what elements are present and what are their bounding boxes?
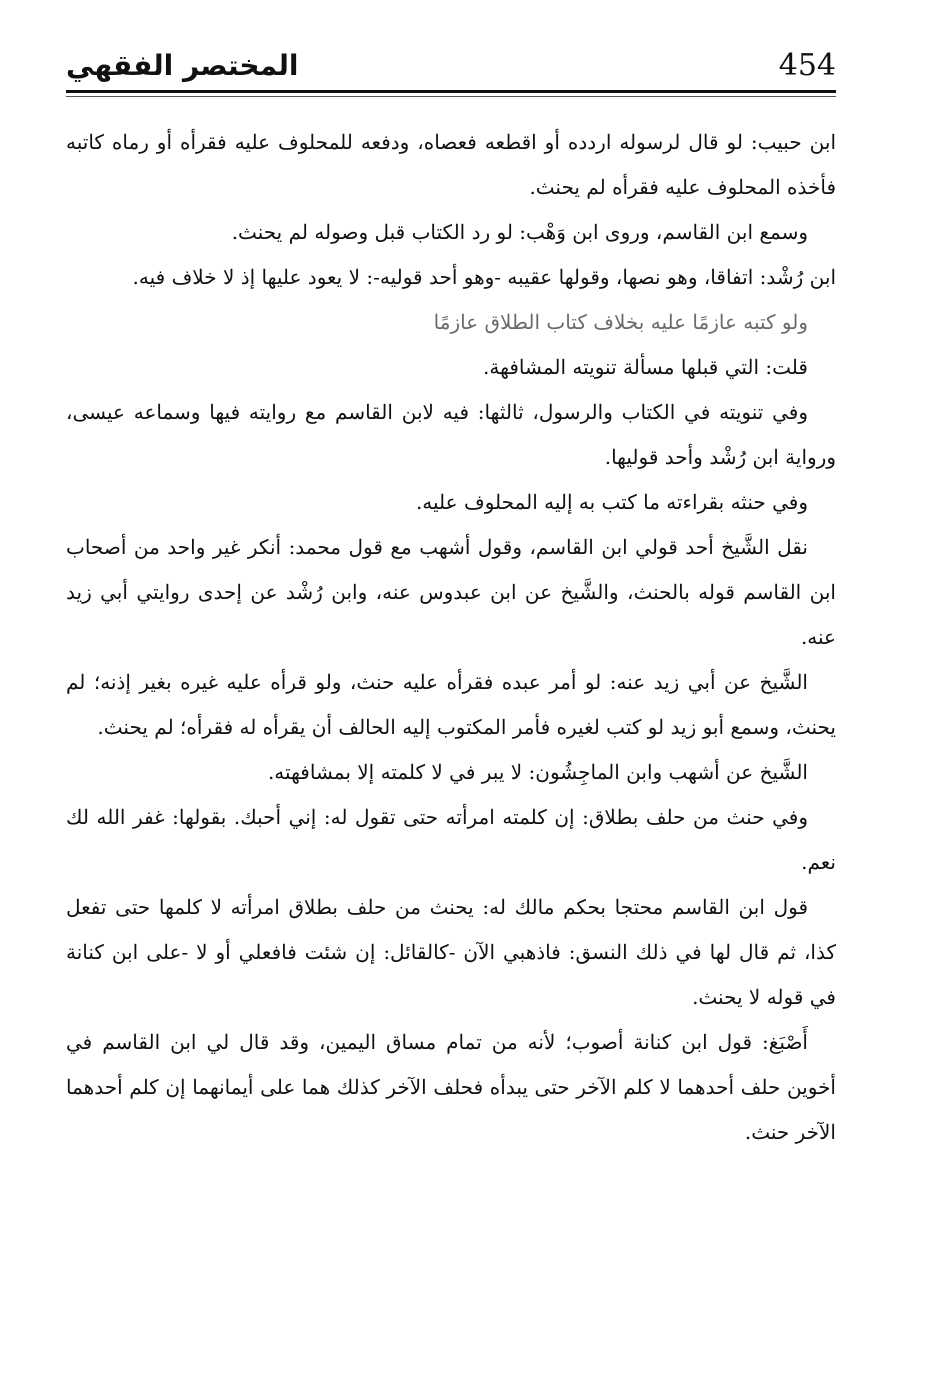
paragraph: قلت: التي قبلها مسألة تنويته المشافهة. (483, 355, 808, 379)
header-rule (66, 90, 836, 93)
paragraph: وسمع ابن القاسم، وروى ابن وَهْب: لو رد الكتاب قبل وصوله لم يحنث. (231, 220, 808, 244)
paragraph: ابن رُشْد: اتفاقا، وهو نصها، وقولها عقيبه -وهو أحد قوليه-: لا يعود عليها إذ لا خلاف فيه. (132, 265, 836, 289)
page-number: 454 (778, 48, 836, 83)
paragraph: ابن حبيب: لو قال لرسوله اردده أو اقطعه فعصاه، ودفعه للمحلوف عليه فقرأه أو رماه كاتبه فأخذه المحلوف عليه فقرأه لم يحنث. (66, 130, 836, 199)
page-header (66, 40, 836, 96)
paragraph: الشَّيخ عن أشهب وابن الماجِشُون: لا يبر في لا كلمته إلا بمشافهته. (267, 760, 808, 784)
body-text (66, 120, 836, 1155)
paragraph: ولو كتبه عازمًا عليه بخلاف كتاب الطلاق عازمًا (433, 310, 808, 334)
paragraph: وفي حنث من حلف بطلاق: إن كلمته امرأته حتى تقول له: إني أحبك. بقولها: غفر الله لك نعم. (66, 805, 836, 874)
paragraph: نقل الشَّيخ أحد قولي ابن القاسم، وقول أشهب مع قول محمد: أنكر غير واحد من أصحاب ابن القاسم قوله بالحنث، والشَّيخ عن ابن عبدوس عنه، وابن رُشْد عن إحدى روايتي أبي زيد عنه. (66, 535, 836, 649)
paragraph: وفي حنثه بقراءته ما كتب به إليه المحلوف عليه. (415, 490, 808, 514)
paragraph: وفي تنويته في الكتاب والرسول، ثالثها: فيه لابن القاسم مع روايته فيها وسماعه عيسى، ورواية ابن رُشْد وأحد قوليها. (66, 400, 836, 469)
header-rule-thin (66, 96, 836, 97)
paragraph: أَصْبَغ: قول ابن كنانة أصوب؛ لأنه من تمام مساق اليمين، وقد قال لي ابن القاسم في أخوين حلف أحدهما لا كلم الآخر حتى يبدأه فحلف الآخر كذلك هما على أيمانهما إن كلم أحدهما الآخر حنث. (66, 1030, 836, 1144)
paragraph: قول ابن القاسم محتجا بحكم مالك له: يحنث من حلف بطلاق امرأته لا كلمها حتى تفعل كذا، ثم قال لها في ذلك النسق: فاذهبي الآن -كالقائل: إن شئت فافعلي أو لا -على ابن كنانة في قوله لا يحنث. (66, 895, 836, 1009)
paragraph: الشَّيخ عن أبي زيد عنه: لو أمر عبده فقرأه عليه حنث، ولو قرأه عليه غيره بغير إذنه؛ لم يحنث، وسمع أبو زيد لو كتب لغيره فأمر المكتوب إليه الحالف أن يقرأه له فقرأه؛ لم يحنث. (66, 670, 836, 739)
running-title: المختصر الفقهي (66, 49, 299, 82)
